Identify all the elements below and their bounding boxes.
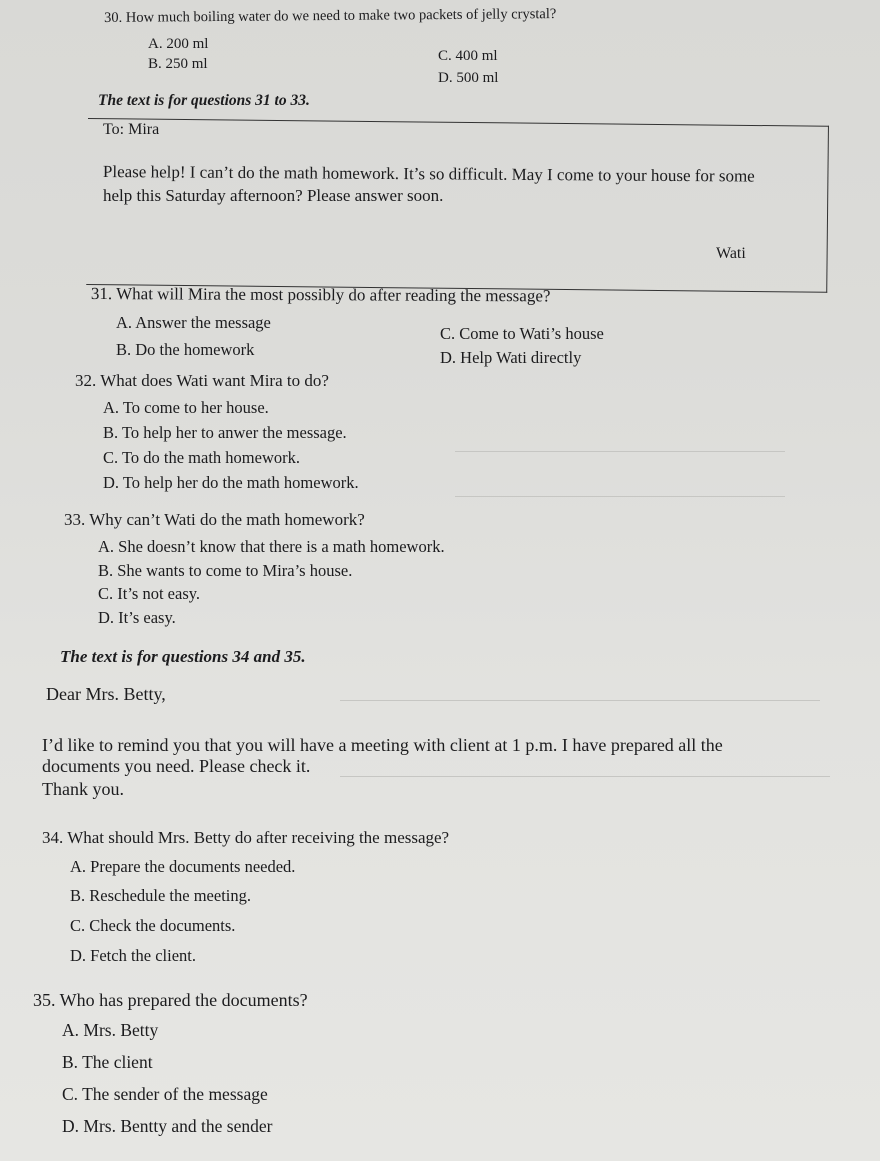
q34-question: 34. What should Mrs. Betty do after receiving the message? <box>42 828 450 847</box>
q30-option-d: D. 500 ml <box>438 70 499 86</box>
letter34-body-line2: documents you need. Please check it. <box>42 756 311 776</box>
message31-body-line2: help this Saturday afternoon? Please answer soon. <box>103 186 444 205</box>
bleed-line <box>340 700 820 701</box>
q32-option-c: C. To do the math homework. <box>103 448 300 467</box>
q31-option-d: D. Help Wati directly <box>440 348 582 367</box>
q33-option-d: D. It’s easy. <box>98 608 176 627</box>
bleed-line <box>340 776 830 777</box>
q35-option-b: B. The client <box>62 1052 153 1072</box>
q30-option-c: C. 400 ml <box>438 48 498 64</box>
q32-option-b: B. To help her to anwer the message. <box>103 423 347 442</box>
letter34-greeting: Dear Mrs. Betty, <box>46 684 166 704</box>
q31-option-b: B. Do the homework <box>116 340 255 359</box>
bleed-line <box>455 451 785 452</box>
q30-option-b: B. 250 ml <box>148 56 208 72</box>
q35-option-a: A. Mrs. Betty <box>62 1020 159 1040</box>
q31-option-c: C. Come to Wati’s house <box>440 324 604 343</box>
q33-option-a: A. She doesn’t know that there is a math homework. <box>98 537 445 556</box>
q30-question: 30. How much boiling water do we need to make two packets of jelly crystal? <box>104 6 557 26</box>
q34-option-d: D. Fetch the client. <box>70 946 197 965</box>
message31-to: To: Mira <box>103 121 160 138</box>
q32-question: 32. What does Wati want Mira to do? <box>75 371 329 390</box>
q33-question: 33. Why can’t Wati do the math homework? <box>64 510 365 529</box>
q32-option-d: D. To help her do the math homework. <box>103 473 359 492</box>
q35-question: 35. Who has prepared the documents? <box>33 990 308 1010</box>
text31-header: The text is for questions 31 to 33. <box>98 92 310 109</box>
q34-option-c: C. Check the documents. <box>70 916 236 935</box>
q31-option-a: A. Answer the message <box>116 313 271 332</box>
q31-question: 31. What will Mira the most possibly do after reading the message? <box>90 284 551 306</box>
q34-option-a: A. Prepare the documents needed. <box>70 857 296 876</box>
message31-sender: Wati <box>716 245 746 262</box>
q35-option-d: D. Mrs. Bentty and the sender <box>62 1116 273 1136</box>
q30-option-a: A. 200 ml <box>148 36 209 52</box>
letter34-body-line1: I’d like to remind you that you will have a meeting with client at 1 p.m. I have prepared all the <box>42 735 723 755</box>
q33-option-b: B. She wants to come to Mira’s house. <box>98 561 353 580</box>
text34-header: The text is for questions 34 and 35. <box>60 647 306 666</box>
q34-option-b: B. Reschedule the meeting. <box>70 886 251 905</box>
letter34-closing: Thank you. <box>42 779 124 799</box>
q33-option-c: C. It’s not easy. <box>98 584 201 603</box>
bleed-line <box>455 496 785 497</box>
q35-option-c: C. The sender of the message <box>62 1084 268 1104</box>
message31-body-line1: Please help! I can’t do the math homework. It’s so difficult. May I come to your house for some <box>102 162 755 186</box>
q32-option-a: A. To come to her house. <box>103 398 269 417</box>
